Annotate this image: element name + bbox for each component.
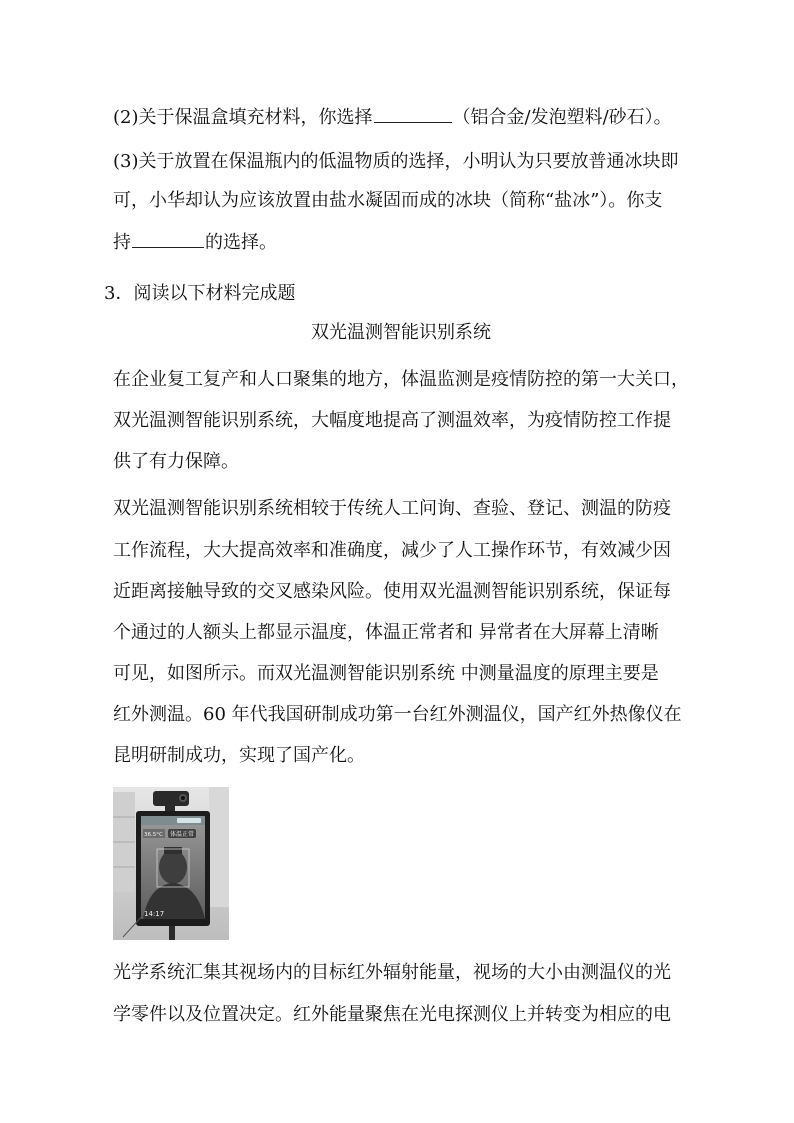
q3-line-2: 可，小华却认为应该放置由盐水凝固而成的冰块（简称“盐冰”）。你支	[113, 190, 663, 211]
paragraph-1-line-2: 双光温测智能识别系统，大幅度地提高了测温效率，为疫情防控工作提	[113, 410, 671, 431]
paragraph-2-line-5: 可见，如图所示。而双光温测智能识别系统 中测量温度的原理主要是	[113, 663, 659, 684]
q2-suffix: （铝合金/发泡塑料/砂石）。	[452, 107, 672, 128]
paragraph-2-line-2: 工作流程，大大提高效率和准确度，减少了人工操作环节，有效减少因	[113, 540, 671, 561]
q2-prefix: (2)关于保温盒填充材料，你选择	[113, 107, 373, 128]
paragraph-2-line-7: 昆明研制成功，实现了国产化。	[113, 745, 365, 766]
paragraph-2-line-1: 双光温测智能识别系统相较于传统人工问询、查验、登记、测温的防疫	[113, 498, 671, 519]
section-heading: 3．阅读以下材料完成题	[104, 283, 296, 304]
photo-time-text: 14:17	[144, 910, 165, 918]
paragraph-2-line-4: 个通过的人额头上都显示温度，体温正常者和 异常者在大屏幕上清晰	[113, 622, 659, 643]
paragraph-1-line-1: 在企业复工复产和人口聚集的地方，体温监测是疫情防控的第一大关口，	[113, 369, 689, 390]
q2-answer-blank[interactable]	[374, 104, 452, 123]
photo-normal-badge: 体温正常	[170, 831, 195, 838]
q3-line-3-prefix: 持	[113, 232, 131, 253]
paragraph-2-line-3: 近距离接触导致的交叉感染风险。使用双光温测智能识别系统，保证每	[113, 581, 671, 602]
paragraph-3-line-1: 光学系统汇集其视场内的目标红外辐射能量，视场的大小由测温仪的光	[113, 962, 671, 983]
paragraph-3-line-2: 学零件以及位置决定。红外能量聚焦在光电探测仪上并转变为相应的电	[113, 1004, 671, 1025]
q3-line-3	[113, 229, 277, 255]
paragraph-2-line-6: 红外测温。60 年代我国研制成功第一台红外测温仪，国产红外热像仪在	[113, 704, 682, 725]
temperature-device-photo	[113, 787, 229, 940]
photo-temperature-text: 36.5°C	[144, 832, 163, 838]
q3-answer-blank[interactable]	[132, 229, 204, 248]
q3-line-1: (3)关于放置在保温瓶内的低温物质的选择，小明认为只要放普通冰块即	[113, 151, 679, 172]
article-title: 双光温测智能识别系统	[311, 322, 491, 343]
q3-line-3-suffix: 的选择。	[205, 232, 277, 253]
paragraph-1-line-3: 供了有力保障。	[113, 451, 239, 472]
q2-line	[113, 104, 672, 130]
